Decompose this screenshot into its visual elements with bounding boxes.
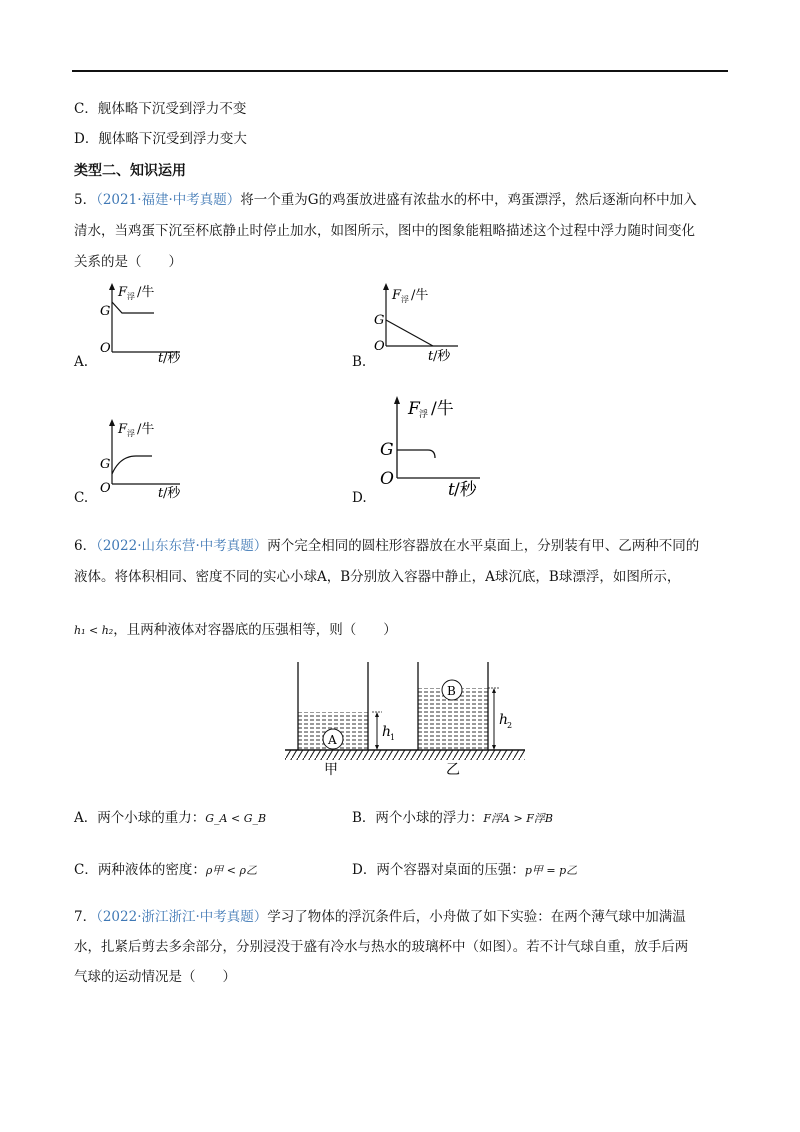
q6-option-c [74,860,257,881]
ball-a-label: A [328,733,337,747]
graph-b-t-unit: /秒 [433,349,451,364]
graph-d-o-label: O [380,469,394,489]
q6-option-d [352,860,577,881]
q6-line2: 液体。将体积相同、密度不同的实心小球A，B分别放入容器中静止，A球沉底，B球漂浮，如图所示， [74,569,681,585]
option-c-prev: C．舰体略下沉受到浮力不变 [74,101,247,117]
section-title: 类型二、知识运用 [74,163,186,179]
graph-c-f-sub: 浮 [127,429,135,438]
graph-c-g-label: G [100,457,111,472]
q6-line1 [74,536,699,556]
q6-line3 [74,620,397,641]
q7-source: （2022·浙江浙江·中考真题） [96,909,268,925]
q6-option-d-text: D．两个容器对桌面的压强： [352,862,525,878]
graph-c-f-label: F [118,422,128,437]
q5-number: 5． [74,192,97,208]
q7-line1 [74,907,686,927]
q7-line2: 水，扎紧后剪去多余部分，分别浸没于盛有冷水与热水的玻璃杯中（如图）。若不计气球自重，放手后两 [74,939,689,955]
q6-option-c-formula: ρ甲 < ρ乙 [205,864,257,877]
graph-a-o-label: O [100,341,111,356]
h2-sub: 2 [507,721,513,730]
graph-b-f-unit: /牛 [411,288,429,303]
q5-text1: 将一个重为G的鸡蛋放进盛有浓盐水的杯中，鸡蛋漂浮，然后逐渐向杯中加入 [240,192,697,208]
q7-line3: 气球的运动情况是（ ） [74,969,236,985]
graph-b-t-label: t [428,349,434,364]
q6-text3: ，且两种液体对容器底的压强相等，则（ ） [113,622,397,638]
q5-option-b: B. [352,354,367,370]
q6-option-b-text: B．两个小球的浮力： [352,810,484,826]
q6-number: 6． [74,538,97,554]
q6-option-d-formula: p甲 = p乙 [524,864,578,877]
graph-c [70,412,240,507]
q6-h-formula: h₁ < h₂ [74,624,114,637]
q6-source: （2022·山东东营·中考真题） [96,538,268,554]
graph-c-t-label: t [158,486,164,501]
q7-number: 7． [74,909,97,925]
graph-a-f-label: F [118,285,128,300]
q6-option-b [352,808,553,829]
q7-text1: 学习了物体的浮沉条件后，小舟做了如下实验：在两个薄气球中加满温 [267,909,686,925]
q5-line3: 关系的是（ ） [74,254,182,270]
q6-option-c-text: C．两种液体的密度： [74,862,206,878]
graph-a-g-label: G [100,304,111,319]
graph-b-f-sub: 浮 [401,295,409,304]
q5-source: （2021·福建·中考真题） [96,192,241,208]
graph-d-t-label: t [448,480,455,500]
graph-a-t-unit: /秒 [163,351,181,366]
q6-option-a [74,808,266,829]
graph-b-o-label: O [374,339,385,354]
header-rule [72,70,728,72]
h2-label: h [499,712,509,728]
q6-option-a-formula: G_A < G_B [205,812,267,825]
q6-text1: 两个完全相同的圆柱形容器放在水平桌面上，分别装有甲、乙两种不同的 [267,538,700,554]
label-yi: 乙 [446,762,460,778]
h1-label: h [382,724,392,740]
graph-c-o-label: O [100,481,111,496]
q6-option-a-text: A．两个小球的重力： [74,810,206,826]
q5-option-d: D. [352,490,367,506]
graph-b-g-label: G [374,313,385,328]
graph-b-f-label: F [392,288,402,303]
graph-a-f-sub: 浮 [127,292,135,301]
graph-d [360,392,520,502]
graph-d-f-label: F [408,399,420,419]
h1-sub: 1 [390,733,396,742]
q5-line1 [74,190,697,210]
q6-option-b-formula: F浮A > F浮B [483,812,553,825]
q5-line2: 清水，当鸡蛋下沉至杯底静止时停止加水，如图所示，图中的图象能粗略描述这个过程中浮力随时间变化 [74,223,695,239]
label-jia: 甲 [324,762,338,778]
q5-option-a: A. [74,354,89,370]
graph-d-f-unit: /牛 [431,399,454,419]
ball-b-label: B [447,684,456,698]
q5-option-c: C. [74,490,89,506]
graph-c-t-unit: /秒 [163,486,181,501]
graph-d-t-unit: /秒 [454,480,477,500]
graph-c-f-unit: /牛 [137,422,155,437]
graph-a-f-unit: /牛 [137,285,155,300]
graph-d-f-sub: 浮 [419,410,429,420]
graph-d-g-label: G [380,440,394,460]
containers-figure [280,658,530,778]
graph-a-t-label: t [158,351,164,366]
graph-a [70,280,240,375]
option-d-prev: D．舰体略下沉受到浮力变大 [74,131,247,147]
